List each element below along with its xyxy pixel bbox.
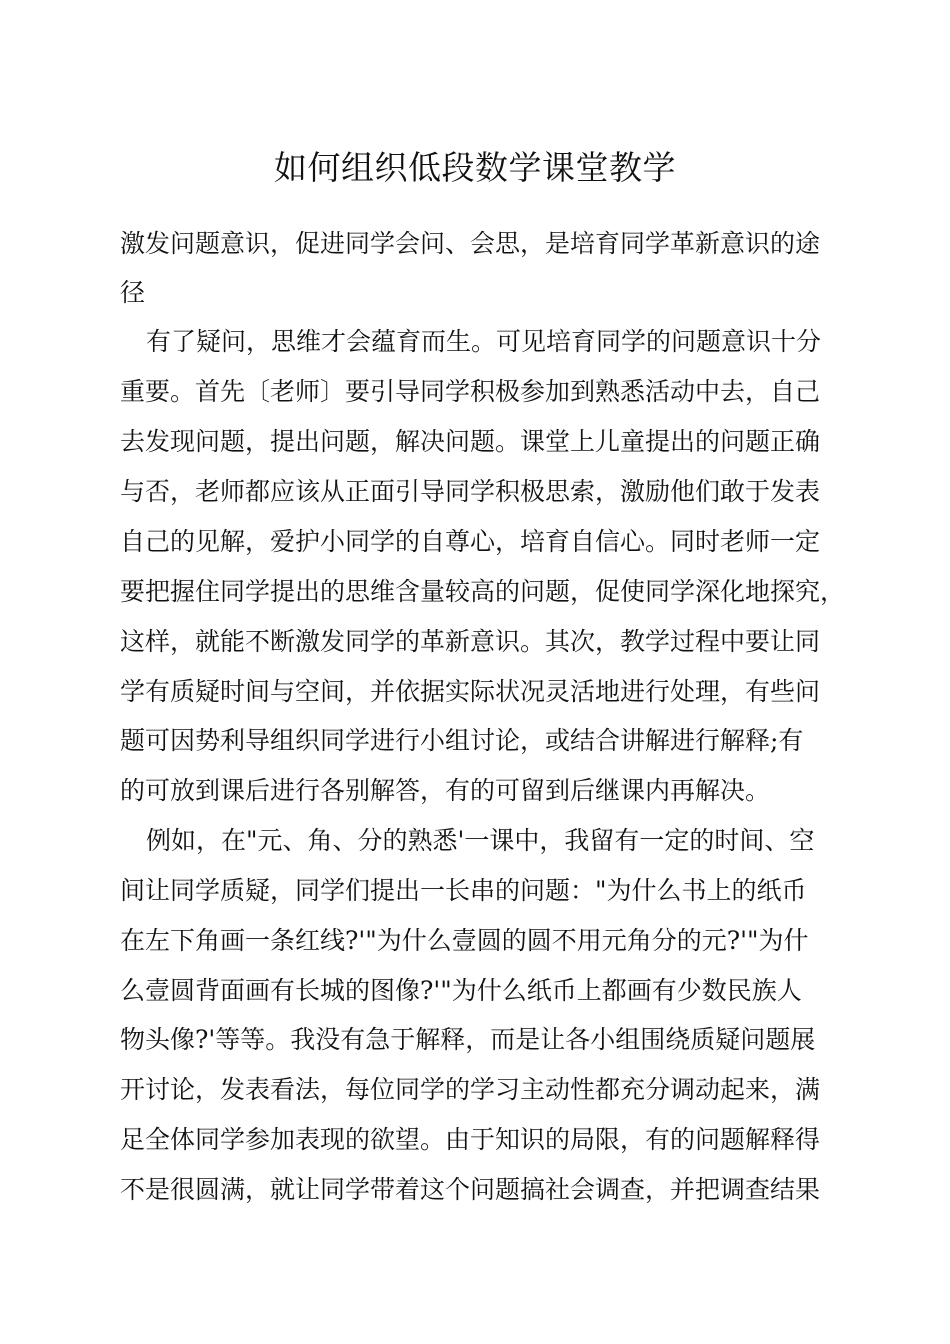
text-line: 激发问题意识，促进同学会问、会思，是培育同学革新意识的途 [120, 229, 821, 258]
text-line: 径 [120, 278, 146, 307]
text-line: 间让同学质疑，同学们提出一长串的问题："为什么书上的纸币 [120, 876, 807, 905]
text-line: 足全体同学参加表现的欲望。由于知识的局限，有的问题解释得 [120, 1125, 821, 1154]
text-line: 要把握住同学提出的思维含量较高的问题，促使同学深化地探究， [120, 577, 846, 606]
text-line: 不是很圆满，就让同学带着这个问题搞社会调查，并把调查结果 [120, 1175, 821, 1204]
text-line: 自己的见解，爱护小同学的自尊心，培育自信心。同时老师一定 [120, 527, 821, 556]
text-line: 物头像?'等等。我没有急于解释，而是让各小组围绕质疑问题展 [120, 1025, 816, 1054]
text-line: 题可因势利导组织同学进行小组讨论，或结合讲解进行解释;有 [120, 726, 804, 755]
paragraph-first-line: 有了疑问，思维才会蕴育而生。可见培育同学的问题意识十分 [146, 327, 822, 356]
text-line: 重要。首先〔老师〕要引导同学积极参加到熟悉活动中去，自己 [120, 377, 821, 406]
text-line: 去发现问题，提出问题，解决问题。课堂上儿童提出的问题正确 [120, 427, 821, 456]
text-line: 这样，就能不断激发同学的革新意识。其次，教学过程中要让同 [120, 627, 821, 656]
text-line: 在左下角画一条红线?'"为什么壹圆的圆不用元角分的元?'"为什 [120, 926, 809, 955]
text-line: 的可放到课后进行各别解答，有的可留到后继课内再解决。 [120, 776, 771, 805]
text-line: 学有质疑时间与空间，并依据实际状况灵活地进行处理，有些问 [120, 677, 821, 706]
text-line: 开讨论，发表看法，每位同学的学习主动性都充分调动起来，满 [120, 1075, 821, 1104]
text-line: 与否，老师都应该从正面引导同学积极思索，激励他们敢于发表 [120, 477, 821, 506]
paragraph-first-line: 例如，在"元、角、分的熟悉'一课中，我留有一定的时间、空 [146, 826, 815, 855]
document-title: 如何组织低段数学课堂教学 [274, 148, 676, 187]
text-line: 么壹圆背面画有长城的图像?'"为什么纸币上都画有少数民族人 [120, 976, 802, 1005]
